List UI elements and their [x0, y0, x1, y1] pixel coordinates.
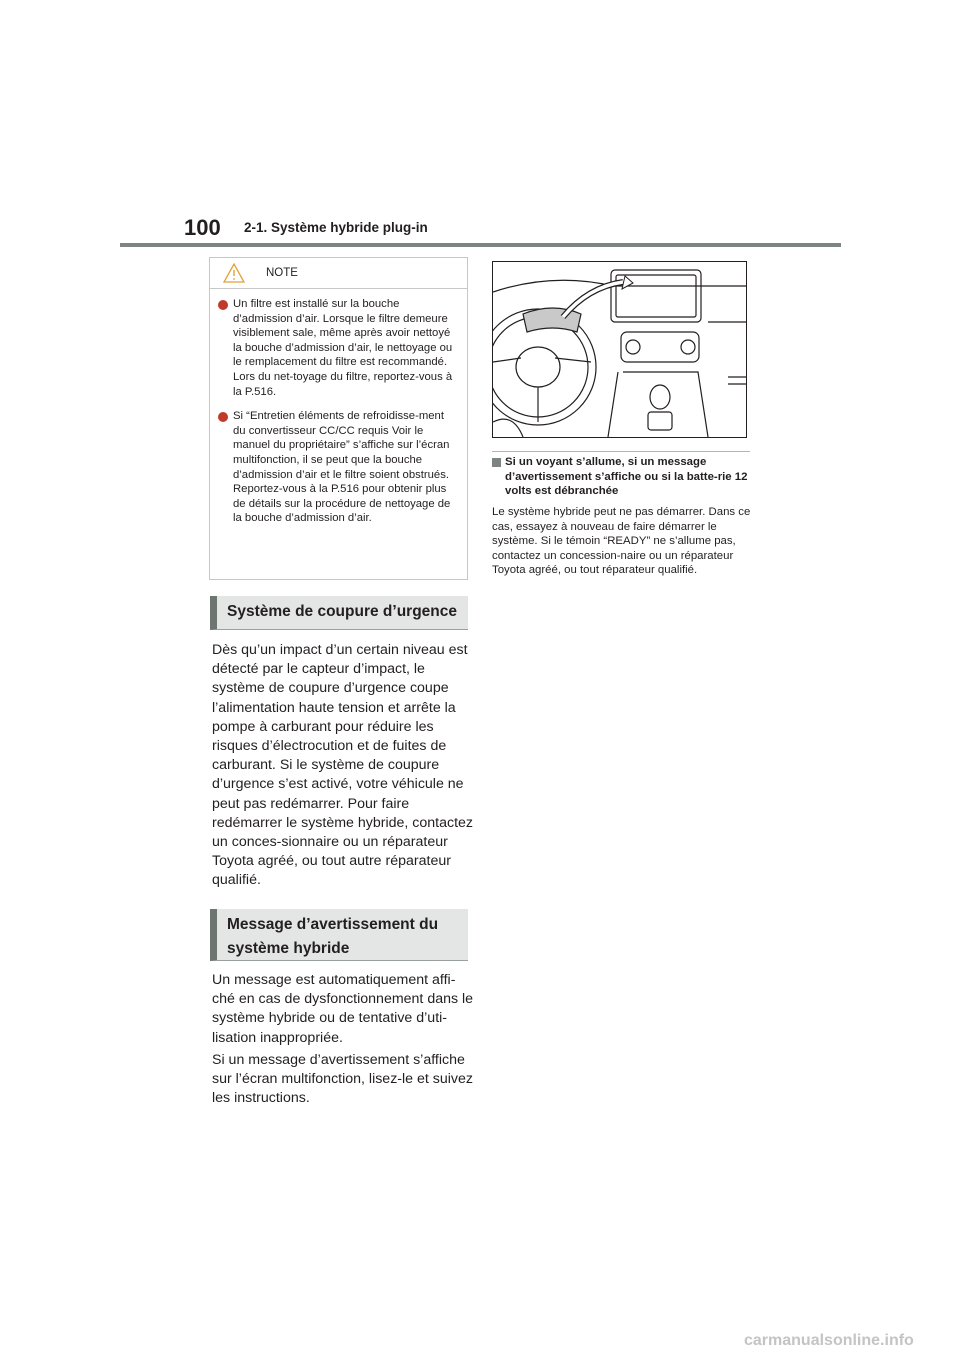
- section-heading-text: Message d’avertissement du système hybride: [227, 916, 439, 957]
- subheading-warning-light: [492, 455, 754, 499]
- bullet-icon: [218, 412, 228, 422]
- note-item-text: Un filtre est installé sur la bouche d’admission d’air. Lorsque le filtre demeure visiblement sale, même après avoir nettoyé la bouche d’admission d’air, le nettoyage ou le remplacement du filtre est recommandé. Lors du net-toyage du filtre, reportez-vous à la P.516.: [233, 298, 453, 398]
- note-label: NOTE: [266, 267, 298, 279]
- warning-light-paragraph: Le système hybride peut ne pas démarrer. Dans ce cas, essayez à nouveau de faire démarrer le système. Si le témoin “READY” ne s’allume pas, contactez un concession-naire ou un réparateur Toyota agréé, ou tout réparateur qualifié.: [492, 506, 751, 577]
- note-item: [218, 297, 457, 399]
- right-rule: [492, 451, 750, 452]
- page-number: 100: [184, 215, 221, 240]
- subheading-text: Si un voyant s’allume, si un message d’avertissement s’affiche ou si la batte-rie 12 volts est débranchée: [505, 456, 748, 498]
- note-box: [209, 257, 468, 580]
- dashboard-drawing: [493, 262, 746, 437]
- emergency-cutoff-paragraph: Dès qu’un impact d’un certain niveau est détecté par le capteur d’impact, le système de coupure d’urgence coupe l’alimentation haute tension et arrête la pompe à carburant pour réduire les risques d’électrocution et de fuites de carburant. Si le système de coupure d’urgence s’est activé, votre véhicule ne peut pas redémarrer. Pour faire redémarrer le système hybride, contactez un conces-sionnaire ou un réparateur Toyota agréé, ou tout autre réparateur qualifié.: [212, 642, 474, 889]
- note-item-text: Si “Entretien éléments de refroidisse-ment du convertisseur CC/CC requis Voir le manuel du propriétaire” s’affiche sur l’écran multifonction, il se peut que la bouche d’admission d’air et le filtre soient obstrués. Reportez-vous à la P.516 pour obtenir plus de détails sur la procédure de nettoyage de la bouche d’admission d’air.: [233, 410, 451, 525]
- square-bullet-icon: [492, 458, 501, 467]
- watermark: carmanualsonline.info: [744, 1332, 914, 1349]
- section-heading-hybrid-warning: [210, 909, 468, 961]
- chapter-title: 2-1. Système hybride plug-in: [244, 220, 428, 235]
- note-header: [210, 258, 467, 289]
- bullet-icon: [218, 300, 228, 310]
- warning-triangle-icon: [223, 263, 245, 283]
- section-heading-text: Système de coupure d’urgence: [227, 603, 457, 620]
- hybrid-warning-paragraph-2: Si un message d’avertissement s’affiche sur l’écran multifonction, lisez-le et suivez les instructions.: [212, 1052, 473, 1107]
- note-item: [218, 409, 457, 526]
- section-heading-emergency-cutoff: [210, 596, 468, 630]
- note-body: [210, 289, 467, 526]
- header-rule: [120, 243, 841, 247]
- dashboard-illustration: [492, 261, 747, 438]
- hybrid-warning-paragraph-1: Un message est automatiquement affi-ché en cas de dysfonctionnement dans le système hybride ou de tentative d’uti-lisation inappropriée.: [212, 972, 474, 1046]
